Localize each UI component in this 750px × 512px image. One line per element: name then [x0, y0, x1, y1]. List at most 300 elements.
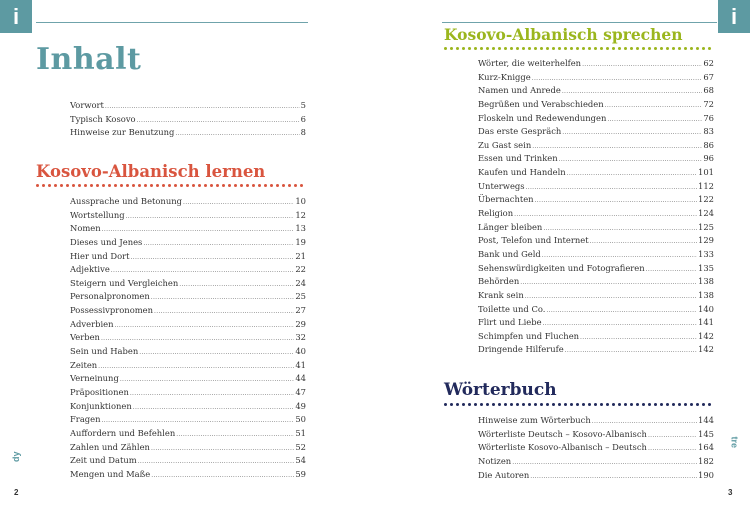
toc-entry[interactable] [70, 455, 306, 469]
underline-dot [570, 47, 573, 50]
toc-entry-page: 124 [698, 208, 714, 219]
toc-woerterbuch-list [478, 415, 714, 483]
toc-entry-page: 140 [698, 303, 714, 314]
toc-entry-label: Die Autoren [478, 469, 530, 480]
toc-entry-page: 8 [300, 127, 306, 138]
toc-entry-label: Mengen und Maße [70, 468, 151, 479]
toc-entry-label: Hinweise zur Benutzung [70, 127, 175, 138]
toc-entry-page: 83 [703, 126, 714, 137]
dot-leader [133, 404, 295, 411]
underline-dot [468, 47, 471, 50]
dot-leader [126, 213, 295, 220]
toc-entry-page: 44 [295, 373, 306, 384]
toc-entry-label: Behörden [478, 276, 520, 287]
underline-dot [600, 403, 603, 406]
underline-dot [522, 403, 525, 406]
underline-dot [594, 47, 597, 50]
toc-entry-page: 41 [295, 359, 306, 370]
underline-dot [678, 47, 681, 50]
toc-entry-label: Vorwort [70, 100, 104, 110]
toc-entry[interactable] [70, 428, 306, 442]
toc-entry-label: Notizen [478, 455, 512, 466]
dot-leader [111, 267, 295, 274]
underline-dot [180, 184, 183, 187]
toc-entry-page: 86 [703, 139, 714, 150]
dot-leader [646, 266, 697, 273]
toc-entry[interactable] [478, 249, 714, 263]
underline-dot [210, 184, 213, 187]
underline-dot [186, 184, 189, 187]
dot-leader [582, 61, 702, 68]
underline-dot [78, 184, 81, 187]
dot-leader [567, 170, 697, 177]
toc-entry-label: Übernachten [478, 194, 534, 205]
section-heading-sprechen [444, 25, 716, 50]
toc-entry-page: 67 [703, 71, 714, 82]
toc-entry[interactable] [478, 208, 714, 222]
dot-leader [102, 226, 295, 233]
dot-leader [532, 75, 703, 82]
underline-dot [642, 47, 645, 50]
toc-entry-page: 96 [703, 153, 714, 164]
underline-dot [204, 184, 207, 187]
underline-dot [276, 184, 279, 187]
underline-dot [684, 47, 687, 50]
toc-entry-page: 19 [295, 236, 306, 247]
underline-dot [474, 403, 477, 406]
toc-entry[interactable] [478, 194, 714, 208]
toc-entry[interactable] [70, 346, 306, 360]
toc-intro-list [70, 100, 306, 141]
underline-dot [60, 184, 63, 187]
toc-entry-page: 24 [295, 277, 306, 288]
toc-entry[interactable] [478, 153, 714, 167]
underline-dot [624, 403, 627, 406]
toc-entry-page: 6 [300, 113, 306, 124]
toc-entry-page: 62 [703, 58, 714, 68]
toc-entry[interactable] [478, 317, 714, 331]
toc-entry[interactable] [70, 401, 306, 415]
underline-dot [648, 403, 651, 406]
dot-leader [183, 199, 294, 206]
underline-dot [462, 403, 465, 406]
toc-entry-label: Wörterliste Kosovo-Albanisch – Deutsch [478, 442, 647, 453]
toc-entry-label: Länger bleiben [478, 221, 543, 232]
toc-entry-page: 22 [295, 264, 306, 275]
underline-dot [138, 184, 141, 187]
underline-dot [144, 184, 147, 187]
toc-entry-label: Auffordern und Befehlen [70, 427, 176, 438]
underline-dot [606, 403, 609, 406]
section-title: Kosovo-Albanisch lernen [36, 162, 266, 181]
toc-entry-page: 47 [295, 386, 306, 397]
toc-entry-page: 29 [295, 318, 306, 329]
toc-entry[interactable] [478, 167, 714, 181]
toc-entry-label: Bank und Geld [478, 248, 541, 259]
underline-dot [444, 403, 447, 406]
underline-dot [234, 184, 237, 187]
underline-dot [696, 47, 699, 50]
underline-dot [288, 184, 291, 187]
toc-entry[interactable] [478, 58, 714, 72]
dot-leader [525, 293, 697, 300]
underline-dot [630, 403, 633, 406]
toc-entry-label: Begrüßen und Verabschieden [478, 98, 604, 109]
underline-dot [690, 403, 693, 406]
toc-entry[interactable] [70, 305, 306, 319]
underline-dot [474, 47, 477, 50]
toc-entry[interactable] [478, 276, 714, 290]
underline-dot [444, 47, 447, 50]
dot-leader [607, 116, 702, 123]
underline-dot [534, 47, 537, 50]
toc-entry-label: Dringende Hilferufe [478, 344, 564, 355]
toc-entry-label: Personalpronomen [70, 291, 150, 302]
toc-entry-page: 21 [295, 250, 306, 261]
toc-entry-page: 112 [698, 180, 714, 191]
top-rule-left [36, 22, 308, 23]
toc-entry-page: 10 [295, 196, 306, 206]
underline-dot [654, 47, 657, 50]
underline-dot [300, 184, 303, 187]
underline-dot [132, 184, 135, 187]
underline-dot [54, 184, 57, 187]
toc-entry-page: 129 [698, 235, 714, 246]
underline-dot [222, 184, 225, 187]
toc-entry-label: Präpositionen [70, 386, 129, 397]
toc-entry-page: 68 [703, 85, 714, 96]
underline-dot [480, 47, 483, 50]
toc-entry[interactable] [478, 85, 714, 99]
underline-dot [252, 184, 255, 187]
underline-dot [72, 184, 75, 187]
underline-dot [546, 403, 549, 406]
underline-dot [498, 403, 501, 406]
underline-dot [678, 403, 681, 406]
dotted-underline [444, 47, 716, 50]
underline-dot [666, 403, 669, 406]
toc-entry-label: Krank sein [478, 289, 524, 300]
dot-leader [139, 349, 294, 356]
toc-entry-label: Schimpfen und Fluchen [478, 330, 580, 341]
toc-entry-label: Konjunktionen [70, 400, 132, 411]
toc-entry-label: Possessivpronomen [70, 305, 154, 316]
toc-entry[interactable] [70, 319, 306, 333]
dot-leader [590, 238, 697, 245]
dot-leader [526, 184, 697, 191]
toc-entry-label: Adjektive [70, 264, 110, 275]
toc-entry-label: Flirt und Liebe [478, 317, 542, 328]
toc-entry-page: 12 [295, 209, 306, 220]
toc-entry-label: Toilette und Co. [478, 303, 546, 314]
underline-dot [504, 47, 507, 50]
underline-dot [558, 403, 561, 406]
underline-dot [636, 47, 639, 50]
toc-entry-page: 72 [703, 98, 714, 109]
toc-entry-label: Religion [478, 208, 514, 219]
underline-dot [198, 184, 201, 187]
toc-entry[interactable] [70, 100, 306, 114]
dot-leader [559, 156, 703, 163]
underline-dot [102, 184, 105, 187]
underline-dot [612, 403, 615, 406]
underline-dot [258, 184, 261, 187]
toc-entry-label: Das erste Gespräch [478, 126, 562, 137]
dot-leader [648, 445, 697, 452]
toc-lernen-list [70, 196, 306, 482]
toc-entry-label: Nomen [70, 223, 101, 234]
underline-dot [264, 184, 267, 187]
toc-entry-label: Dieses und Jenes [70, 236, 143, 247]
toc-entry[interactable] [70, 251, 306, 265]
toc-entry[interactable] [478, 331, 714, 345]
side-tab-right: tre [730, 436, 740, 448]
dot-leader [580, 334, 697, 341]
underline-dot [486, 47, 489, 50]
dot-leader [532, 143, 702, 150]
toc-entry-label: Aussprache und Betonung [70, 196, 182, 206]
toc-entry[interactable] [478, 344, 714, 358]
toc-entry-label: Zeiten [70, 359, 98, 370]
underline-dot [612, 47, 615, 50]
toc-entry-page: 40 [295, 346, 306, 357]
underline-dot [552, 403, 555, 406]
underline-dot [642, 403, 645, 406]
toc-entry[interactable] [478, 304, 714, 318]
dot-leader [176, 431, 294, 438]
toc-entry[interactable] [478, 263, 714, 277]
toc-entry-label: Adverbien [70, 318, 114, 329]
underline-dot [528, 47, 531, 50]
toc-entry-label: Sein und Haben [70, 346, 139, 357]
toc-entry[interactable] [70, 442, 306, 456]
toc-entry-label: Essen und Trinken [478, 153, 558, 164]
toc-entry-label: Verben [70, 332, 100, 343]
underline-dot [582, 403, 585, 406]
dot-leader [105, 103, 300, 110]
toc-entry-label: Kurz-Knigge [478, 71, 531, 82]
dot-leader [605, 102, 703, 109]
toc-entry[interactable] [70, 360, 306, 374]
toc-entry[interactable] [70, 332, 306, 346]
dot-leader [565, 347, 697, 354]
toc-entry[interactable] [478, 126, 714, 140]
underline-dot [42, 184, 45, 187]
toc-entry[interactable] [478, 470, 714, 484]
underline-dot [450, 403, 453, 406]
toc-entry[interactable] [70, 278, 306, 292]
toc-entry-label: Verneinung [70, 373, 119, 384]
toc-entry-page: 142 [698, 330, 714, 341]
toc-entry-label: Sehenswürdigkeiten und Fotografieren [478, 262, 645, 273]
dot-leader [143, 240, 294, 247]
section-title: Kosovo-Albanisch sprechen [444, 25, 683, 44]
underline-dot [462, 47, 465, 50]
toc-entry-page: 135 [698, 262, 714, 273]
toc-entry[interactable] [70, 237, 306, 251]
toc-entry[interactable] [70, 387, 306, 401]
underline-dot [150, 184, 153, 187]
toc-entry-page: 5 [300, 100, 306, 110]
dot-leader [130, 390, 294, 397]
underline-dot [588, 403, 591, 406]
dot-leader [98, 363, 294, 370]
underline-dot [492, 403, 495, 406]
underline-dot [600, 47, 603, 50]
underline-dot [576, 47, 579, 50]
toc-entry-label: Zu Gast sein [478, 139, 532, 150]
underline-dot [120, 184, 123, 187]
toc-entry-label: Wörter, die weiterhelfen [478, 58, 582, 68]
dot-leader [512, 459, 697, 466]
toc-entry-label: Steigern und Vergleichen [70, 277, 179, 288]
underline-dot [66, 184, 69, 187]
toc-entry[interactable] [70, 196, 306, 210]
toc-entry[interactable] [478, 429, 714, 443]
toc-entry[interactable] [70, 127, 306, 141]
underline-dot [108, 184, 111, 187]
underline-dot [576, 403, 579, 406]
underline-dot [690, 47, 693, 50]
toc-entry-page: 50 [295, 414, 306, 425]
toc-entry[interactable] [478, 235, 714, 249]
toc-entry-page: 125 [698, 221, 714, 232]
underline-dot [168, 184, 171, 187]
underline-dot [480, 403, 483, 406]
underline-dot [606, 47, 609, 50]
toc-entry-label: Post, Telefon und Internet [478, 235, 589, 246]
toc-entry-page: 25 [295, 291, 306, 302]
toc-entry-label: Zahlen und Zählen [70, 441, 150, 452]
underline-dot [660, 47, 663, 50]
toc-entry-page: 138 [698, 289, 714, 300]
toc-entry[interactable] [70, 469, 306, 483]
toc-entry-page: 49 [295, 400, 306, 411]
underline-dot [192, 184, 195, 187]
underline-dot [492, 47, 495, 50]
underline-dot [636, 403, 639, 406]
underline-dot [96, 184, 99, 187]
underline-dot [516, 403, 519, 406]
toc-entry[interactable] [70, 291, 306, 305]
toc-entry[interactable] [478, 290, 714, 304]
underline-dot [660, 403, 663, 406]
toc-entry-label: Wörterliste Deutsch – Kosovo-Albanisch [478, 428, 647, 439]
underline-dot [282, 184, 285, 187]
underline-dot [456, 47, 459, 50]
toc-entry[interactable] [478, 415, 714, 429]
underline-dot [564, 47, 567, 50]
dot-leader [514, 211, 697, 218]
dot-leader [137, 117, 300, 124]
underline-dot [552, 47, 555, 50]
dot-leader [562, 129, 702, 136]
section-heading-lernen [36, 162, 306, 187]
toc-entry[interactable] [478, 113, 714, 127]
dot-leader [120, 376, 295, 383]
toc-entry-label: Namen und Anrede [478, 85, 561, 96]
toc-entry-page: 59 [295, 468, 306, 479]
underline-dot [162, 184, 165, 187]
underline-dot [240, 184, 243, 187]
dot-leader [175, 130, 299, 137]
dot-leader [592, 418, 697, 425]
section-title: Wörterbuch [444, 380, 557, 400]
dotted-underline [36, 184, 306, 187]
toc-entry-page: 164 [698, 442, 714, 453]
underline-dot [510, 403, 513, 406]
dot-leader [154, 308, 294, 315]
underline-dot [702, 403, 705, 406]
dot-leader [535, 197, 697, 204]
toc-entry[interactable] [478, 222, 714, 236]
dot-leader [115, 322, 295, 329]
info-badge-left: i [0, 0, 32, 33]
underline-dot [618, 403, 621, 406]
toc-entry-page: 76 [703, 112, 714, 123]
underline-dot [498, 47, 501, 50]
underline-dot [450, 47, 453, 50]
dot-leader [543, 320, 697, 327]
page-number-right: 3 [728, 488, 733, 497]
underline-dot [504, 403, 507, 406]
underline-dot [654, 403, 657, 406]
toc-entry[interactable] [478, 140, 714, 154]
toc-entry[interactable] [478, 99, 714, 113]
dotted-underline [444, 403, 716, 406]
toc-entry[interactable] [478, 72, 714, 86]
toc-entry[interactable] [70, 373, 306, 387]
underline-dot [696, 403, 699, 406]
toc-entry[interactable] [70, 414, 306, 428]
underline-dot [126, 184, 129, 187]
toc-entry-page: 182 [698, 455, 714, 466]
underline-dot [672, 47, 675, 50]
dot-leader [151, 294, 295, 301]
toc-entry-label: Kaufen und Handeln [478, 167, 566, 178]
toc-entry[interactable] [478, 181, 714, 195]
dot-leader [562, 88, 703, 95]
page-number-left: 2 [14, 488, 19, 497]
toc-entry-label: Typisch Kosovo [70, 113, 136, 124]
dot-leader [151, 472, 294, 479]
toc-entry[interactable] [70, 114, 306, 128]
underline-dot [246, 184, 249, 187]
underline-dot [648, 47, 651, 50]
toc-entry[interactable] [70, 210, 306, 224]
underline-dot [528, 403, 531, 406]
toc-entry[interactable] [70, 264, 306, 278]
underline-dot [558, 47, 561, 50]
underline-dot [618, 47, 621, 50]
underline-dot [228, 184, 231, 187]
underline-dot [90, 184, 93, 187]
underline-dot [456, 403, 459, 406]
dot-leader [138, 458, 295, 465]
toc-entry[interactable] [478, 442, 714, 456]
underline-dot [174, 184, 177, 187]
underline-dot [708, 47, 711, 50]
underline-dot [684, 403, 687, 406]
toc-entry[interactable] [70, 223, 306, 237]
underline-dot [702, 47, 705, 50]
toc-entry-page: 32 [295, 332, 306, 343]
underline-dot [486, 403, 489, 406]
toc-entry[interactable] [478, 456, 714, 470]
toc-entry-page: 13 [295, 223, 306, 234]
side-tab-left: dy [11, 451, 21, 462]
toc-entry-page: 133 [698, 248, 714, 259]
